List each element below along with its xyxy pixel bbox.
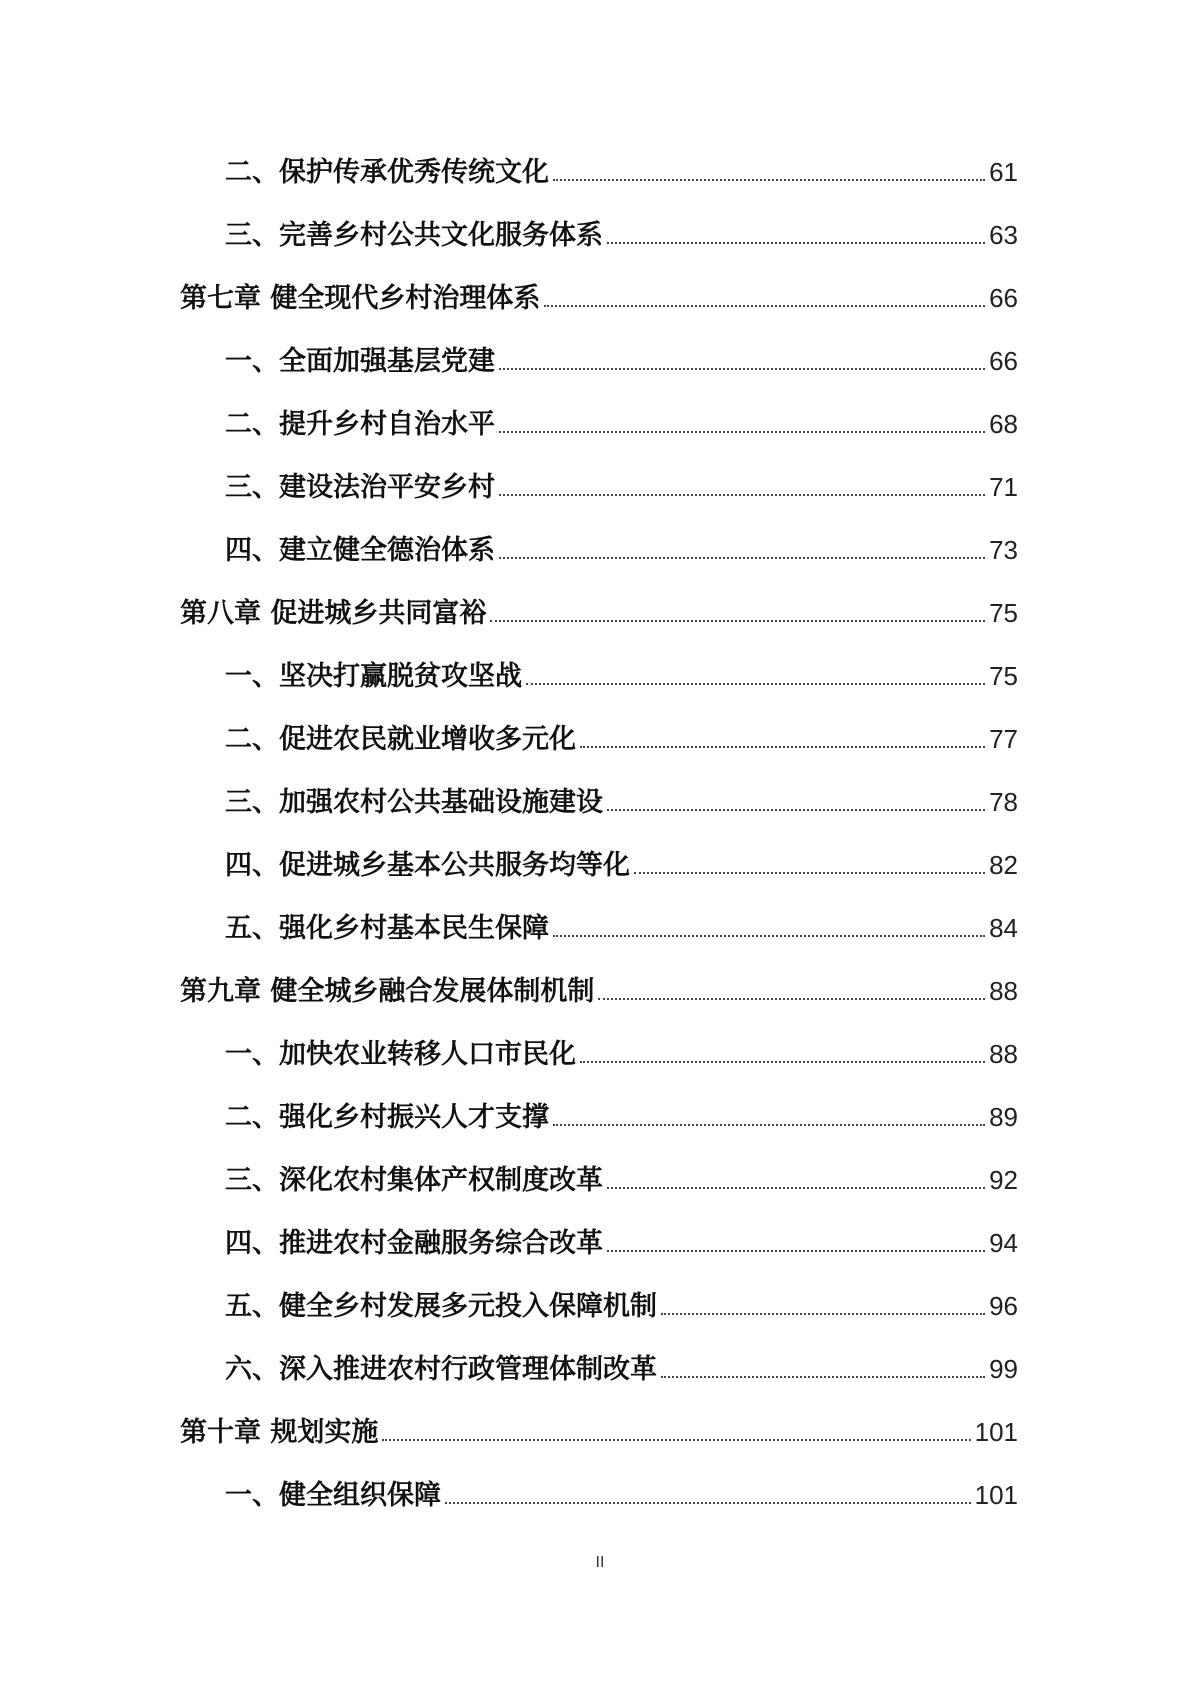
toc-entry-title: 二、强化乡村振兴人才支撑: [225, 1102, 549, 1133]
toc-entry-page: 92: [989, 1165, 1018, 1195]
toc-entry-title: 一、全面加强基层党建: [225, 346, 495, 377]
toc-dot-leader: [553, 1124, 985, 1126]
toc-dot-leader: [490, 620, 985, 622]
toc-entry-page: 73: [989, 535, 1018, 565]
toc-entry-title: 五、强化乡村基本民生保障: [225, 913, 549, 944]
toc-dot-leader: [598, 998, 985, 1000]
toc-entry-title: 四、促进城乡基本公共服务均等化: [225, 850, 630, 881]
toc-dot-leader: [526, 683, 985, 685]
toc-entry[interactable]: [180, 1221, 1018, 1284]
toc-entry[interactable]: [180, 150, 1018, 213]
toc-chapter-title: 第十章 规划实施: [180, 1417, 379, 1448]
toc-entry-page: 84: [989, 913, 1018, 943]
toc-chapter-entry[interactable]: [180, 969, 1018, 1032]
toc-entry[interactable]: [180, 906, 1018, 969]
toc-entry-page: 61: [989, 157, 1018, 187]
toc-entry[interactable]: [180, 1284, 1018, 1347]
toc-entry[interactable]: [180, 1158, 1018, 1221]
toc-dot-leader: [499, 368, 985, 370]
toc-entry-title: 二、提升乡村自治水平: [225, 409, 495, 440]
toc-entry-title: 一、坚决打赢脱贫攻坚战: [225, 661, 522, 692]
toc-entry-title: 三、完善乡村公共文化服务体系: [225, 220, 603, 251]
toc-dot-leader: [553, 179, 985, 181]
toc-entry[interactable]: [180, 843, 1018, 906]
toc-entry-page: 78: [989, 787, 1018, 817]
toc-entry[interactable]: [180, 1032, 1018, 1095]
toc-dot-leader: [607, 1250, 985, 1252]
toc-entry-page: 77: [989, 724, 1018, 754]
toc-entry-title: 六、深入推进农村行政管理体制改革: [225, 1354, 657, 1385]
page-number: II: [595, 1554, 605, 1571]
toc-entry[interactable]: [180, 1347, 1018, 1410]
toc-entry[interactable]: [180, 402, 1018, 465]
toc-dot-leader: [607, 242, 985, 244]
toc-entry-page: 101: [974, 1480, 1018, 1510]
toc-entry[interactable]: [180, 213, 1018, 276]
toc-entry-page: 99: [989, 1354, 1018, 1384]
toc-entry-page: 96: [989, 1291, 1018, 1321]
toc-entry-page: 66: [989, 346, 1018, 376]
toc-entry-page: 66: [989, 283, 1018, 313]
toc-entry[interactable]: [180, 717, 1018, 780]
toc-chapter-title: 第八章 促进城乡共同富裕: [180, 598, 487, 629]
toc-dot-leader: [553, 935, 985, 937]
toc-dot-leader: [607, 809, 985, 811]
toc-dot-leader: [580, 1061, 985, 1063]
toc-entry[interactable]: [180, 1095, 1018, 1158]
toc-entry[interactable]: [180, 339, 1018, 402]
toc-entry-page: 88: [989, 1039, 1018, 1069]
toc-entry-title: 三、深化农村集体产权制度改革: [225, 1165, 603, 1196]
toc-dot-leader: [661, 1376, 985, 1378]
toc-dot-leader: [382, 1439, 970, 1441]
toc-entry-page: 63: [989, 220, 1018, 250]
toc-chapter-entry[interactable]: [180, 276, 1018, 339]
toc-dot-leader: [499, 494, 985, 496]
toc-entry-title: 三、建设法治平安乡村: [225, 472, 495, 503]
toc-chapter-entry[interactable]: [180, 1410, 1018, 1473]
toc-chapter-title: 第七章 健全现代乡村治理体系: [180, 283, 541, 314]
toc-entry-title: 二、促进农民就业增收多元化: [225, 724, 576, 755]
toc-chapter-title: 第九章 健全城乡融合发展体制机制: [180, 976, 595, 1007]
toc-dot-leader: [634, 872, 985, 874]
toc-entry[interactable]: [180, 780, 1018, 843]
toc-entry[interactable]: [180, 528, 1018, 591]
toc-entry[interactable]: [180, 1473, 1018, 1536]
table-of-contents: [180, 150, 1018, 1536]
toc-entry-title: 五、健全乡村发展多元投入保障机制: [225, 1291, 657, 1322]
toc-entry-page: 94: [989, 1228, 1018, 1258]
toc-entry-page: 71: [989, 472, 1018, 502]
toc-dot-leader: [499, 557, 985, 559]
toc-entry-title: 一、加快农业转移人口市民化: [225, 1039, 576, 1070]
toc-entry-title: 四、推进农村金融服务综合改革: [225, 1228, 603, 1259]
toc-entry[interactable]: [180, 654, 1018, 717]
toc-entry-page: 101: [974, 1417, 1018, 1447]
toc-entry-title: 二、保护传承优秀传统文化: [225, 157, 549, 188]
toc-entry-title: 四、建立健全德治体系: [225, 535, 495, 566]
toc-entry-page: 75: [989, 661, 1018, 691]
toc-entry-page: 75: [989, 598, 1018, 628]
toc-chapter-entry[interactable]: [180, 591, 1018, 654]
toc-entry-page: 82: [989, 850, 1018, 880]
toc-entry-page: 88: [989, 976, 1018, 1006]
toc-dot-leader: [580, 746, 985, 748]
toc-dot-leader: [499, 431, 985, 433]
toc-dot-leader: [607, 1187, 985, 1189]
toc-entry-page: 89: [989, 1102, 1018, 1132]
toc-dot-leader: [445, 1502, 971, 1504]
toc-entry-title: 一、健全组织保障: [225, 1480, 441, 1511]
toc-entry-page: 68: [989, 409, 1018, 439]
toc-dot-leader: [661, 1313, 985, 1315]
toc-entry[interactable]: [180, 465, 1018, 528]
toc-dot-leader: [544, 305, 985, 307]
toc-entry-title: 三、加强农村公共基础设施建设: [225, 787, 603, 818]
